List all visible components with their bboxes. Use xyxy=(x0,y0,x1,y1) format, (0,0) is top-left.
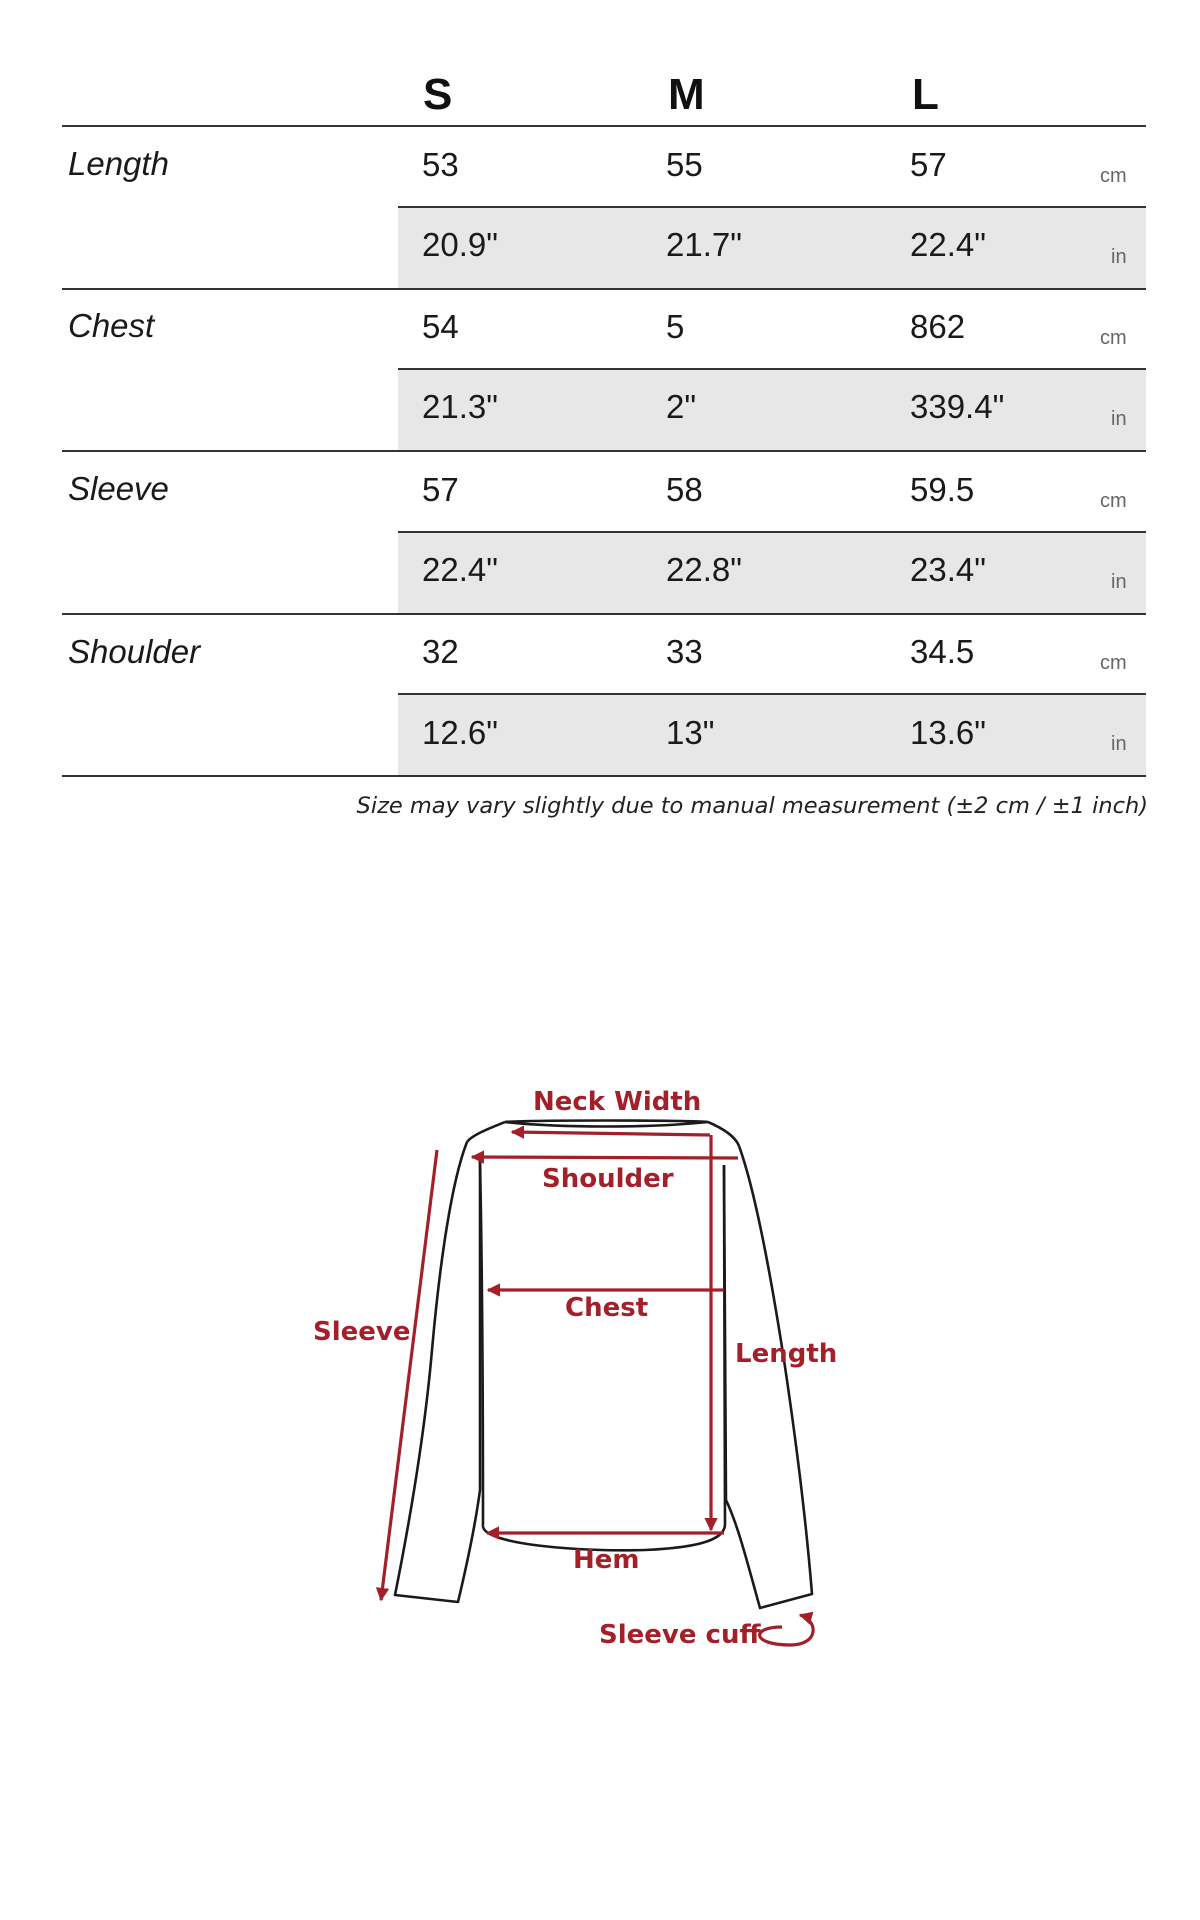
size-header-l: L xyxy=(912,70,939,119)
cell-length-l-cm: 57 xyxy=(910,146,947,183)
inch-row-band xyxy=(398,370,1146,450)
size-header-m: M xyxy=(668,70,705,119)
unit-cm: cm xyxy=(1100,490,1127,512)
unit-in: in xyxy=(1111,246,1127,268)
label-chest: Chest xyxy=(565,1293,649,1323)
cell-shoulder-l-cm: 34.5 xyxy=(910,633,975,670)
cell-sleeve-m-cm: 58 xyxy=(666,471,703,508)
unit-cm: cm xyxy=(1100,165,1127,187)
size-header-s: S xyxy=(423,70,453,119)
cell-chest-s-cm: 54 xyxy=(422,308,459,345)
cell-sleeve-l-in: 23.4" xyxy=(910,551,986,588)
sleeve-cuff-arrow xyxy=(760,1615,814,1645)
unit-in: in xyxy=(1111,733,1127,755)
table-rule xyxy=(62,125,1146,127)
label-length: Length xyxy=(735,1339,838,1369)
table-subrule xyxy=(398,531,1146,533)
neckline xyxy=(505,1122,708,1127)
inch-row-band xyxy=(398,533,1146,613)
cell-chest-m-cm: 5 xyxy=(666,308,685,345)
label-sleeve: Sleeve xyxy=(313,1317,411,1347)
left-sleeve xyxy=(395,1142,480,1602)
measurement-note: Size may vary slightly due to manual measurement (±2 cm / ±1 inch) xyxy=(356,793,1148,819)
cell-length-s-cm: 53 xyxy=(422,146,459,183)
cell-sleeve-l-cm: 59.5 xyxy=(910,471,975,508)
cell-chest-s-in: 21.3" xyxy=(422,388,498,425)
cell-sleeve-s-in: 22.4" xyxy=(422,551,498,588)
row-label-sleeve: Sleeve xyxy=(68,470,169,507)
cell-sleeve-s-cm: 57 xyxy=(422,471,459,508)
label-sleeve-cuff: Sleeve cuff xyxy=(599,1620,761,1650)
cell-length-m-in: 21.7" xyxy=(666,226,742,263)
cell-length-l-in: 22.4" xyxy=(910,226,986,263)
row-label-length: Length xyxy=(68,145,169,182)
neck-band xyxy=(505,1121,708,1123)
right-sleeve xyxy=(724,1146,812,1608)
table-rule xyxy=(62,288,1146,290)
garment-measurement-diagram xyxy=(0,1050,1200,1690)
cell-shoulder-m-cm: 33 xyxy=(666,633,703,670)
inch-row-band xyxy=(398,208,1146,288)
unit-in: in xyxy=(1111,408,1127,430)
cell-shoulder-m-in: 13" xyxy=(666,714,715,751)
cell-chest-l-in: 339.4" xyxy=(910,388,1005,425)
unit-cm: cm xyxy=(1100,652,1127,674)
cell-length-m-cm: 55 xyxy=(666,146,703,183)
table-subrule xyxy=(398,206,1146,208)
cell-chest-l-cm: 862 xyxy=(910,308,966,345)
shoulder-arrow xyxy=(472,1157,738,1158)
table-rule xyxy=(62,450,1146,452)
row-label-chest: Chest xyxy=(68,307,155,344)
cell-shoulder-l-in: 13.6" xyxy=(910,714,986,751)
label-hem: Hem xyxy=(573,1545,640,1575)
row-label-shoulder: Shoulder xyxy=(68,633,201,670)
table-subrule xyxy=(398,368,1146,370)
cell-sleeve-m-in: 22.8" xyxy=(666,551,742,588)
label-neck-width: Neck Width xyxy=(533,1087,702,1117)
neck-width-arrow xyxy=(512,1132,710,1135)
cell-shoulder-s-cm: 32 xyxy=(422,633,459,670)
table-rule xyxy=(62,775,1146,777)
unit-cm: cm xyxy=(1100,327,1127,349)
label-shoulder: Shoulder xyxy=(542,1164,674,1194)
inch-row-band xyxy=(398,695,1146,775)
body-right-side xyxy=(724,1165,725,1525)
table-rule xyxy=(62,613,1146,615)
unit-in: in xyxy=(1111,571,1127,593)
cell-shoulder-s-in: 12.6" xyxy=(422,714,498,751)
cell-chest-m-in: 2" xyxy=(666,388,697,425)
table-subrule xyxy=(398,693,1146,695)
cell-length-s-in: 20.9" xyxy=(422,226,498,263)
